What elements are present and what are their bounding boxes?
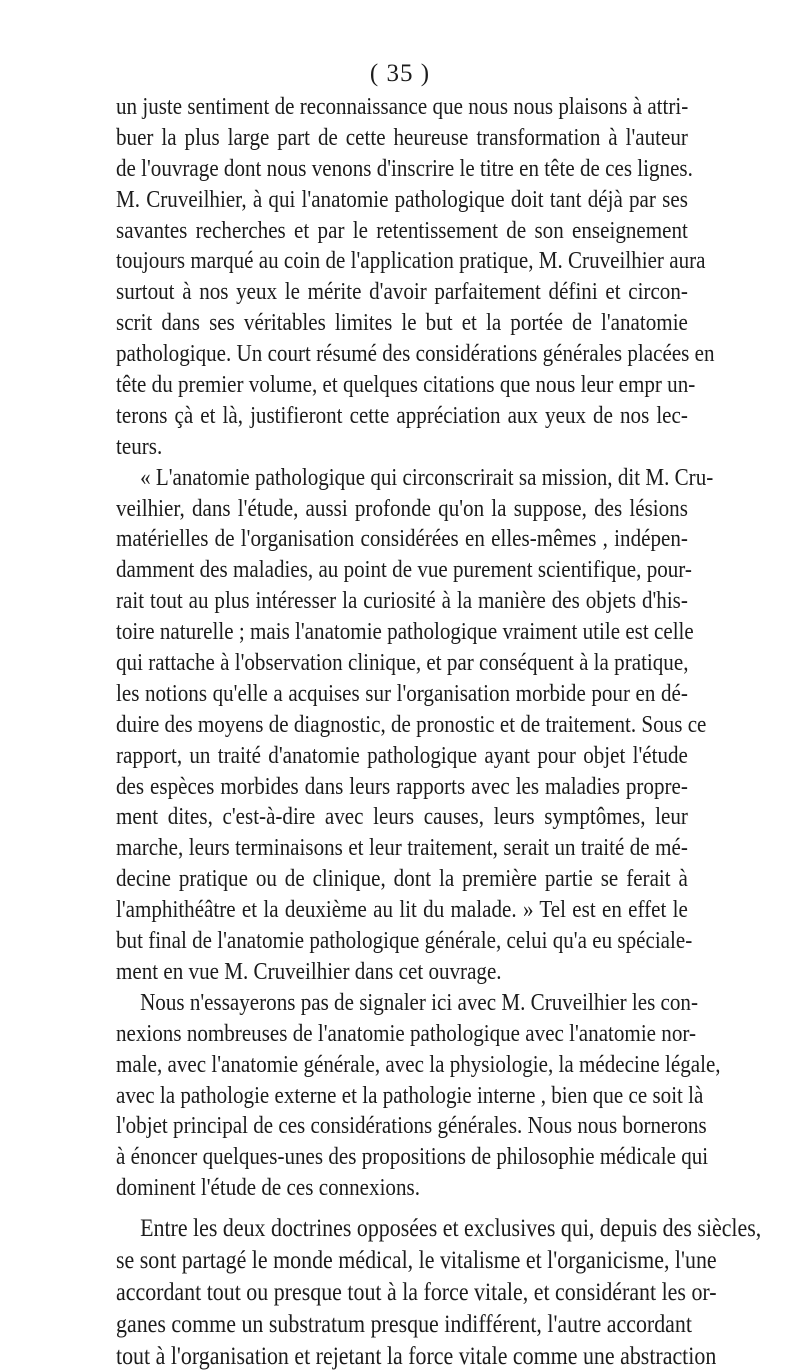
text-line: à énoncer quelques-unes des propositions de philosophie médicale qui bbox=[116, 1143, 709, 1171]
body-text bbox=[116, 92, 762, 1372]
text-line: tout à l'organisation et rejetant la force vitale comme une abstraction bbox=[116, 1341, 717, 1371]
text-line: but final de l'anatomie pathologique générale, celui qu'a eu spéciale- bbox=[116, 927, 693, 955]
text-line: l'amphithéâtre et la deuxième au lit du malade. » Tel est en effet le bbox=[116, 896, 688, 924]
text-line: terons çà et là, justifieront cette appréciation aux yeux de nos lec- bbox=[116, 401, 688, 429]
text-line: Nous n'essayerons pas de signaler ici avec M. Cruveilhier les con- bbox=[140, 988, 698, 1016]
text-line: Entre les deux doctrines opposées et exclusives qui, depuis des siècles, bbox=[140, 1213, 762, 1243]
text-line: nexions nombreuses de l'anatomie pathologique avec l'anatomie nor- bbox=[116, 1019, 696, 1047]
text-line: teurs. bbox=[116, 432, 163, 460]
text-line: toire naturelle ; mais l'anatomie pathologique vraiment utile est celle bbox=[116, 618, 694, 646]
text-line: rapport, un traité d'anatomie pathologique ayant pour objet l'étude bbox=[116, 741, 688, 769]
text-line: ment en vue M. Cruveilhier dans cet ouvrage. bbox=[116, 957, 502, 985]
text-line: dominent l'étude de ces connexions. bbox=[116, 1174, 420, 1202]
text-line: pathologique. Un court résumé des considérations générales placées en bbox=[116, 340, 715, 368]
page-number: ( 35 ) bbox=[369, 60, 431, 87]
text-line: ganes comme un substratum presque indifférent, l'autre accordant bbox=[116, 1309, 692, 1339]
text-line: male, avec l'anatomie générale, avec la physiologie, la médecine légale, bbox=[116, 1050, 721, 1078]
paragraph-gap bbox=[116, 1204, 688, 1212]
text-line: avec la pathologie externe et la pathologie interne , bien que ce soit là bbox=[116, 1081, 704, 1109]
text-line: de l'ouvrage dont nous venons d'inscrire le titre en tête de ces lignes. bbox=[116, 154, 693, 182]
text-line: des espèces morbides dans leurs rapports avec les maladies propre- bbox=[116, 772, 688, 800]
text-line: les notions qu'elle a acquises sur l'organisation morbide pour en dé- bbox=[116, 679, 688, 707]
text-line: accordant tout ou presque tout à la force vitale, et considérant les or- bbox=[116, 1277, 717, 1307]
text-line: rait tout au plus intéresser la curiosité à la manière des objets d'his- bbox=[116, 587, 688, 615]
text-line: savantes recherches et par le retentissement de son enseignement bbox=[116, 216, 688, 244]
text-line: toujours marqué au coin de l'application pratique, M. Cruveilhier aura bbox=[116, 247, 706, 275]
text-line: tête du premier volume, et quelques citations que nous leur empr un- bbox=[116, 371, 696, 399]
text-line: M. Cruveilhier, à qui l'anatomie pathologique doit tant déjà par ses bbox=[116, 185, 688, 213]
text-line: veilhier, dans l'étude, aussi profonde qu'on la suppose, des lésions bbox=[116, 494, 688, 522]
text-line: un juste sentiment de reconnaissance que nous nous plaisons à attri- bbox=[116, 93, 689, 120]
text-line: matérielles de l'organisation considérées en elles-mêmes , indépen- bbox=[116, 525, 688, 553]
text-line: « L'anatomie pathologique qui circonscrirait sa mission, dit M. Cru- bbox=[140, 463, 714, 491]
text-line: qui rattache à l'observation clinique, et par conséquent à la pratique, bbox=[116, 649, 689, 677]
text-line: marche, leurs terminaisons et leur traitement, serait un traité de mé- bbox=[116, 834, 688, 862]
text-line: surtout à nos yeux le mérite d'avoir parfaitement défini et circon- bbox=[116, 278, 688, 306]
text-line: buer la plus large part de cette heureuse transformation à l'auteur bbox=[116, 123, 688, 151]
text-line: decine pratique ou de clinique, dont la première partie se ferait à bbox=[116, 865, 688, 893]
text-line: ment dites, c'est-à-dire avec leurs causes, leurs symptômes, leur bbox=[116, 803, 688, 831]
text-line: l'objet principal de ces considérations générales. Nous nous bornerons bbox=[116, 1112, 707, 1140]
text-line: se sont partagé le monde médical, le vitalisme et l'organicisme, l'une bbox=[116, 1245, 717, 1275]
text-line: duire des moyens de diagnostic, de pronostic et de traitement. Sous ce bbox=[116, 710, 707, 738]
text-line: scrit dans ses véritables limites le but et la portée de l'anatomie bbox=[116, 309, 688, 337]
text-line: damment des maladies, au point de vue purement scientifique, pour- bbox=[116, 556, 692, 584]
